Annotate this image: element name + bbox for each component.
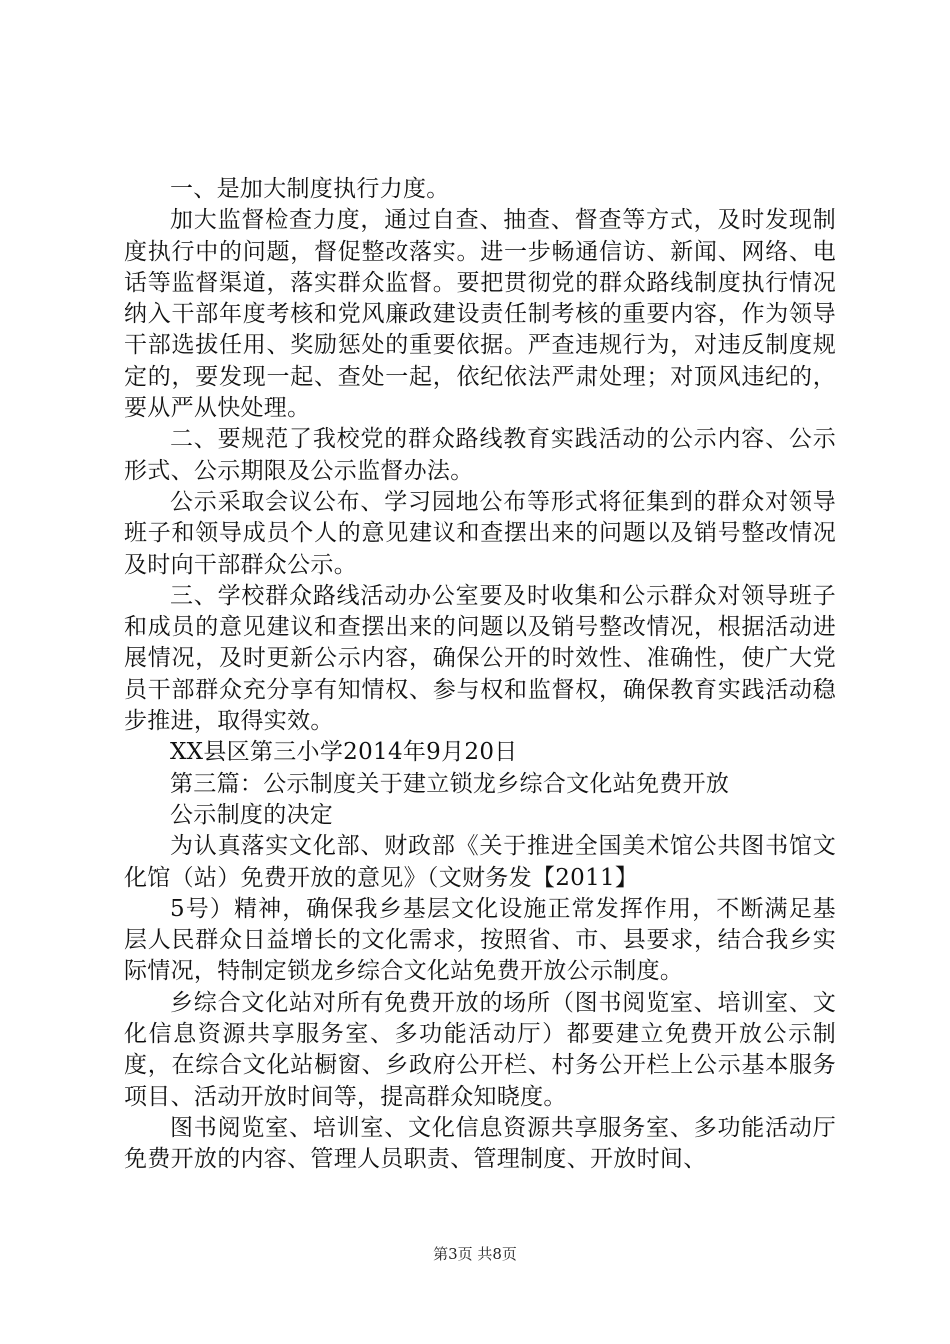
paragraph-publicity-method: 公示采取会议公布、学习园地公布等形式将征集到的群众对领导班子和领导成员个人的意见建议和查摆出来的问题以及销号整改情况及时向干部群众公示。 [124, 488, 836, 578]
paragraph-supervision: 加大监督检查力度，通过自查、抽查、督查等方式，及时发现制度执行中的问题，督促整改落实。进一步畅通信访、新闻、网络、电话等监督渠道，落实群众监督。要把贯彻党的群众路线制度执行情况纳入干部年度考核和党风廉政建设责任制考核的重要内容，作为领导干部选拔任用、奖励惩处的重要依据。严查违规行为，对违反制度规定的，要发现一起、查处一起，依纪依法严肃处理；对顶风违纪的，要从严从快处理。 [124, 207, 836, 422]
paragraph-signature-date: XX县区第三小学2014年9月20日 [170, 739, 518, 766]
paragraph-section-two-heading: 二、要规范了我校党的群众路线教育实践活动的公示内容、公示形式、公示期限及公示监督办法。 [124, 426, 836, 484]
page-number-footer: 第3页 共8页 [433, 1245, 517, 1263]
paragraph-chapter-three-subtitle: 公示制度的决定 [170, 801, 334, 828]
paragraph-chapter-three-title: 第三篇：公示制度关于建立锁龙乡综合文化站免费开放 [170, 770, 730, 797]
paragraph-section-three: 三、学校群众路线活动办公室要及时收集和公示群众对领导班子和成员的意见建议和查摆出来的问题以及销号整改情况，根据活动进展情况，及时更新公示内容，确保公开的时效性、准确性，使广大党员干部群众充分享有知情权、参与权和监督权，确保教育实践活动稳步推进，取得实效。 [124, 582, 836, 735]
paragraph-policy-purpose: 5号）精神，确保我乡基层文化设施正常发挥作用，不断满足基层人民群众日益增长的文化需求，按照省、市、县要求，结合我乡实际情况，特制定锁龙乡综合文化站免费开放公示制度。 [124, 895, 836, 985]
paragraph-policy-reference: 为认真落实文化部、财政部《关于推进全国美术馆公共图书馆文化馆（站）免费开放的意见》（文财务发【2011】 [124, 833, 836, 891]
document-body [124, 174, 836, 1176]
paragraph-venues-publicity: 乡综合文化站对所有免费开放的场所（图书阅览室、培训室、文化信息资源共享服务室、多功能活动厅）都要建立免费开放公示制度，在综合文化站橱窗、乡政府公开栏、村务公开栏上公示基本服务项目、活动开放时间等，提高群众知晓度。 [124, 989, 836, 1110]
paragraph-section-one-heading: 一、是加大制度执行力度。 [170, 176, 450, 202]
paragraph-venues-content: 图书阅览室、培训室、文化信息资源共享服务室、多功能活动厅免费开放的内容、管理人员职责、管理制度、开放时间、 [124, 1114, 836, 1173]
